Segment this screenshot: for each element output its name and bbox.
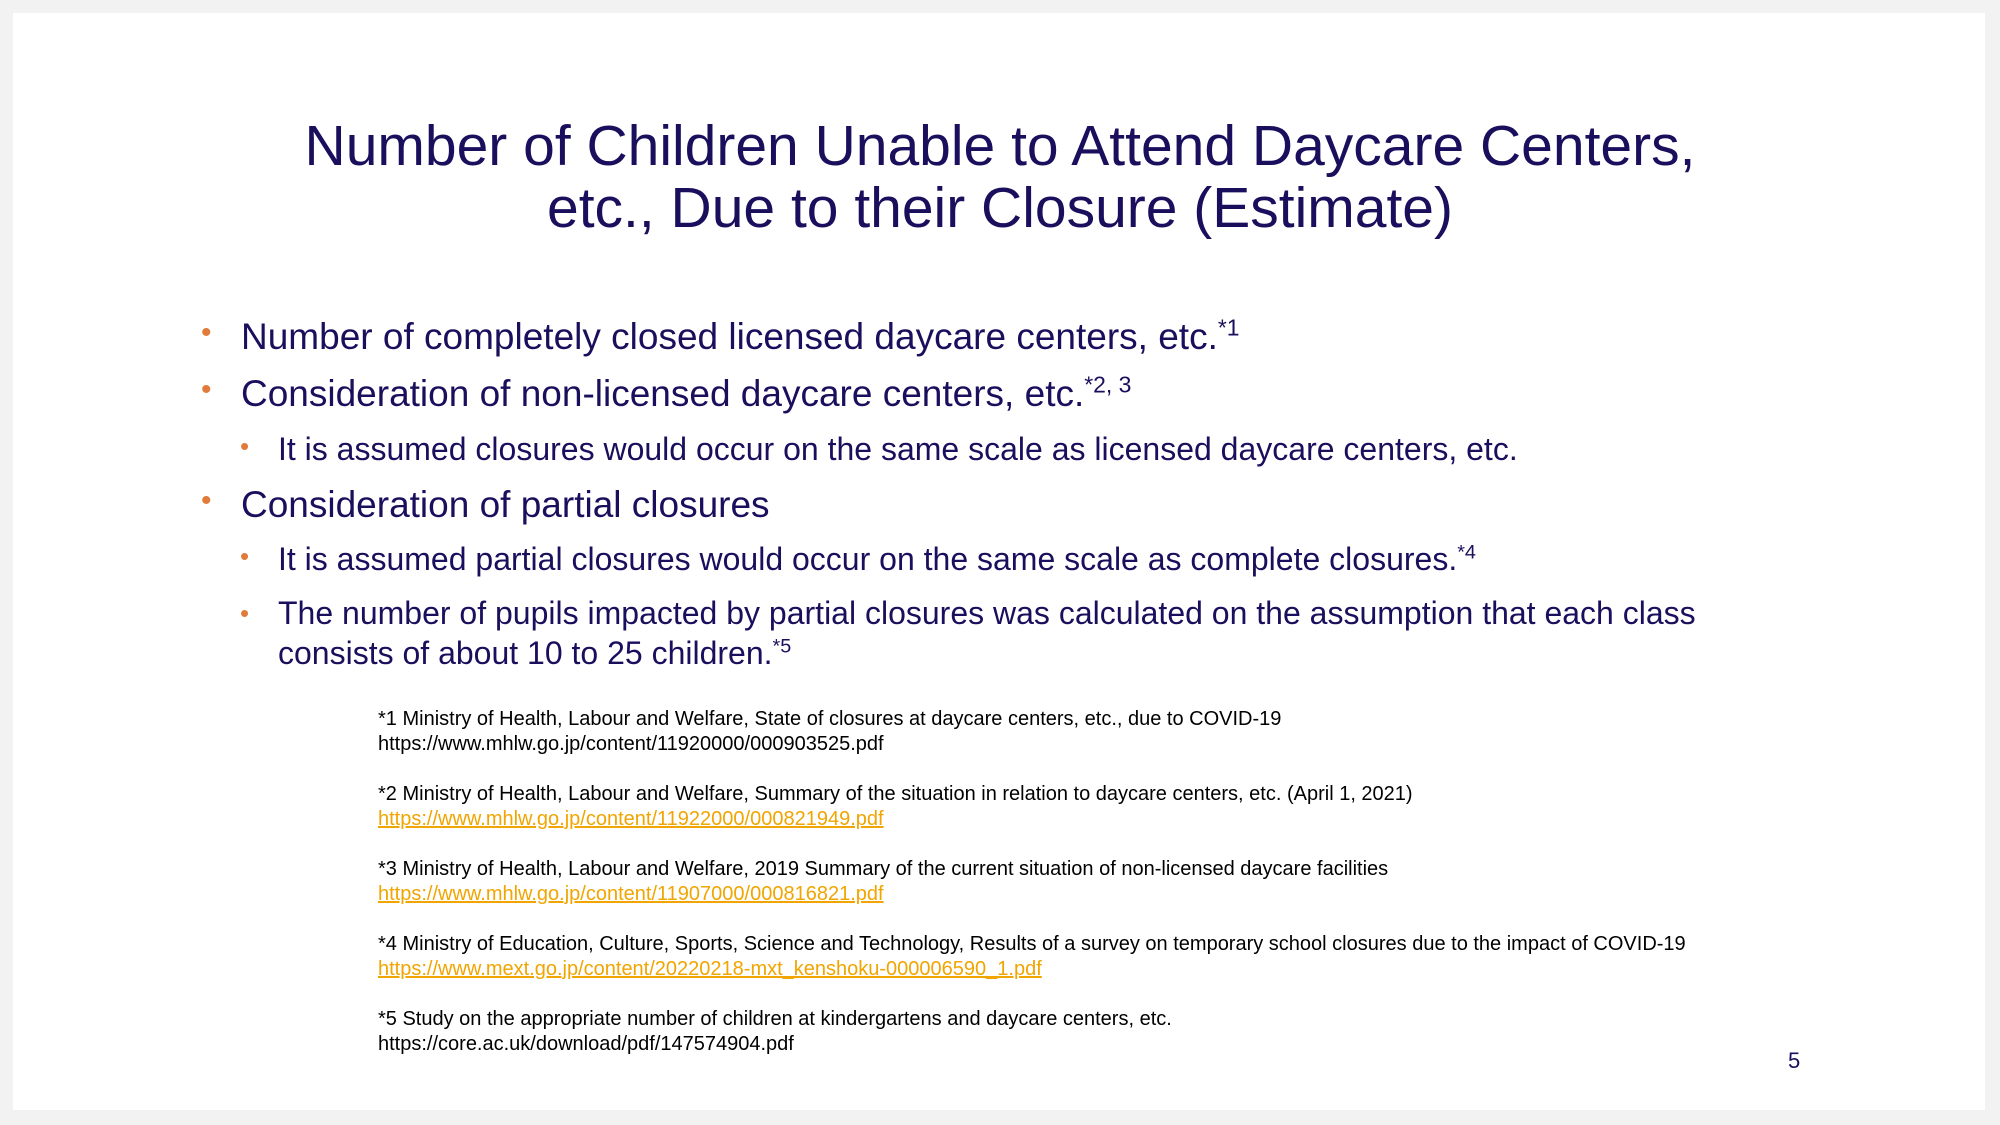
footnote-ref: *5 [772,635,792,658]
reference-link[interactable]: https://www.mhlw.go.jp/content/11922000/000821949.pdf [378,808,884,830]
bullet-text: Consideration of partial closures [241,484,770,525]
footnote-ref: *2, 3 [1084,371,1132,398]
reference-item [378,932,1686,982]
bullet-text: The number of pupils impacted by partial closures was calculated on the assumption that each class [278,595,1696,631]
reference-link[interactable]: https://www.mhlw.go.jp/content/11907000/000816821.pdf [378,883,884,905]
bullet-text: Consideration of non-licensed daycare centers, etc. [241,373,1085,414]
bullet-item [201,484,770,526]
sub-bullet-item [240,541,1476,578]
bullet-marker: • [240,431,250,461]
bullet-marker: • [240,598,250,628]
reference-url: https://core.ac.uk/download/pdf/147574904.pdf [378,1033,794,1055]
reference-url: https://www.mhlw.go.jp/content/11920000/000903525.pdf [378,733,884,755]
slide-title [0,115,2000,239]
footnote-ref: *4 [1457,541,1476,564]
reference-text: *3 Ministry of Health, Labour and Welfare, 2019 Summary of the current situation of non-licensed daycare facilities [378,858,1389,880]
reference-item [378,857,1388,907]
reference-item [378,707,1281,757]
bullet-text: Number of completely closed licensed daycare centers, etc. [241,316,1218,357]
reference-text: *4 Ministry of Education, Culture, Sports, Science and Technology, Results of a survey on temporary school closures due to the impact of COVID-19 [378,933,1686,955]
title-line-2: etc., Due to their Closure (Estimate) [547,176,1453,240]
slide [13,13,1985,1110]
bullet-item [201,371,1132,415]
bullet-text-continued: consists of about 10 to 25 children. [278,635,773,671]
title-line-1: Number of Children Unable to Attend Daycare Centers, [304,114,1696,178]
reference-text: *5 Study on the appropriate number of children at kindergartens and daycare centers, etc. [378,1008,1172,1030]
bullet-text: It is assumed partial closures would occur on the same scale as complete closures. [278,541,1458,577]
reference-item [378,782,1413,832]
footnote-ref: *1 [1217,314,1240,341]
sub-bullet-item [240,431,1518,468]
bullet-item [201,314,1240,358]
bullet-marker: • [201,373,212,406]
sub-bullet-item [240,593,1696,673]
page-number: 5 [1788,1048,1801,1073]
reference-link[interactable]: https://www.mext.go.jp/content/20220218-mxt_kenshoku-000006590_1.pdf [378,958,1042,980]
bullet-marker: • [201,316,212,349]
reference-text: *1 Ministry of Health, Labour and Welfare, State of closures at daycare centers, etc., due to COVID-19 [378,708,1282,730]
bullet-marker: • [201,484,212,517]
bullet-text: It is assumed closures would occur on the same scale as licensed daycare centers, etc. [278,431,1518,467]
bullet-marker: • [240,541,250,571]
reference-item [378,1007,1172,1057]
reference-text: *2 Ministry of Health, Labour and Welfare, Summary of the situation in relation to daycare centers, etc. (April 1, 2021) [378,783,1413,805]
